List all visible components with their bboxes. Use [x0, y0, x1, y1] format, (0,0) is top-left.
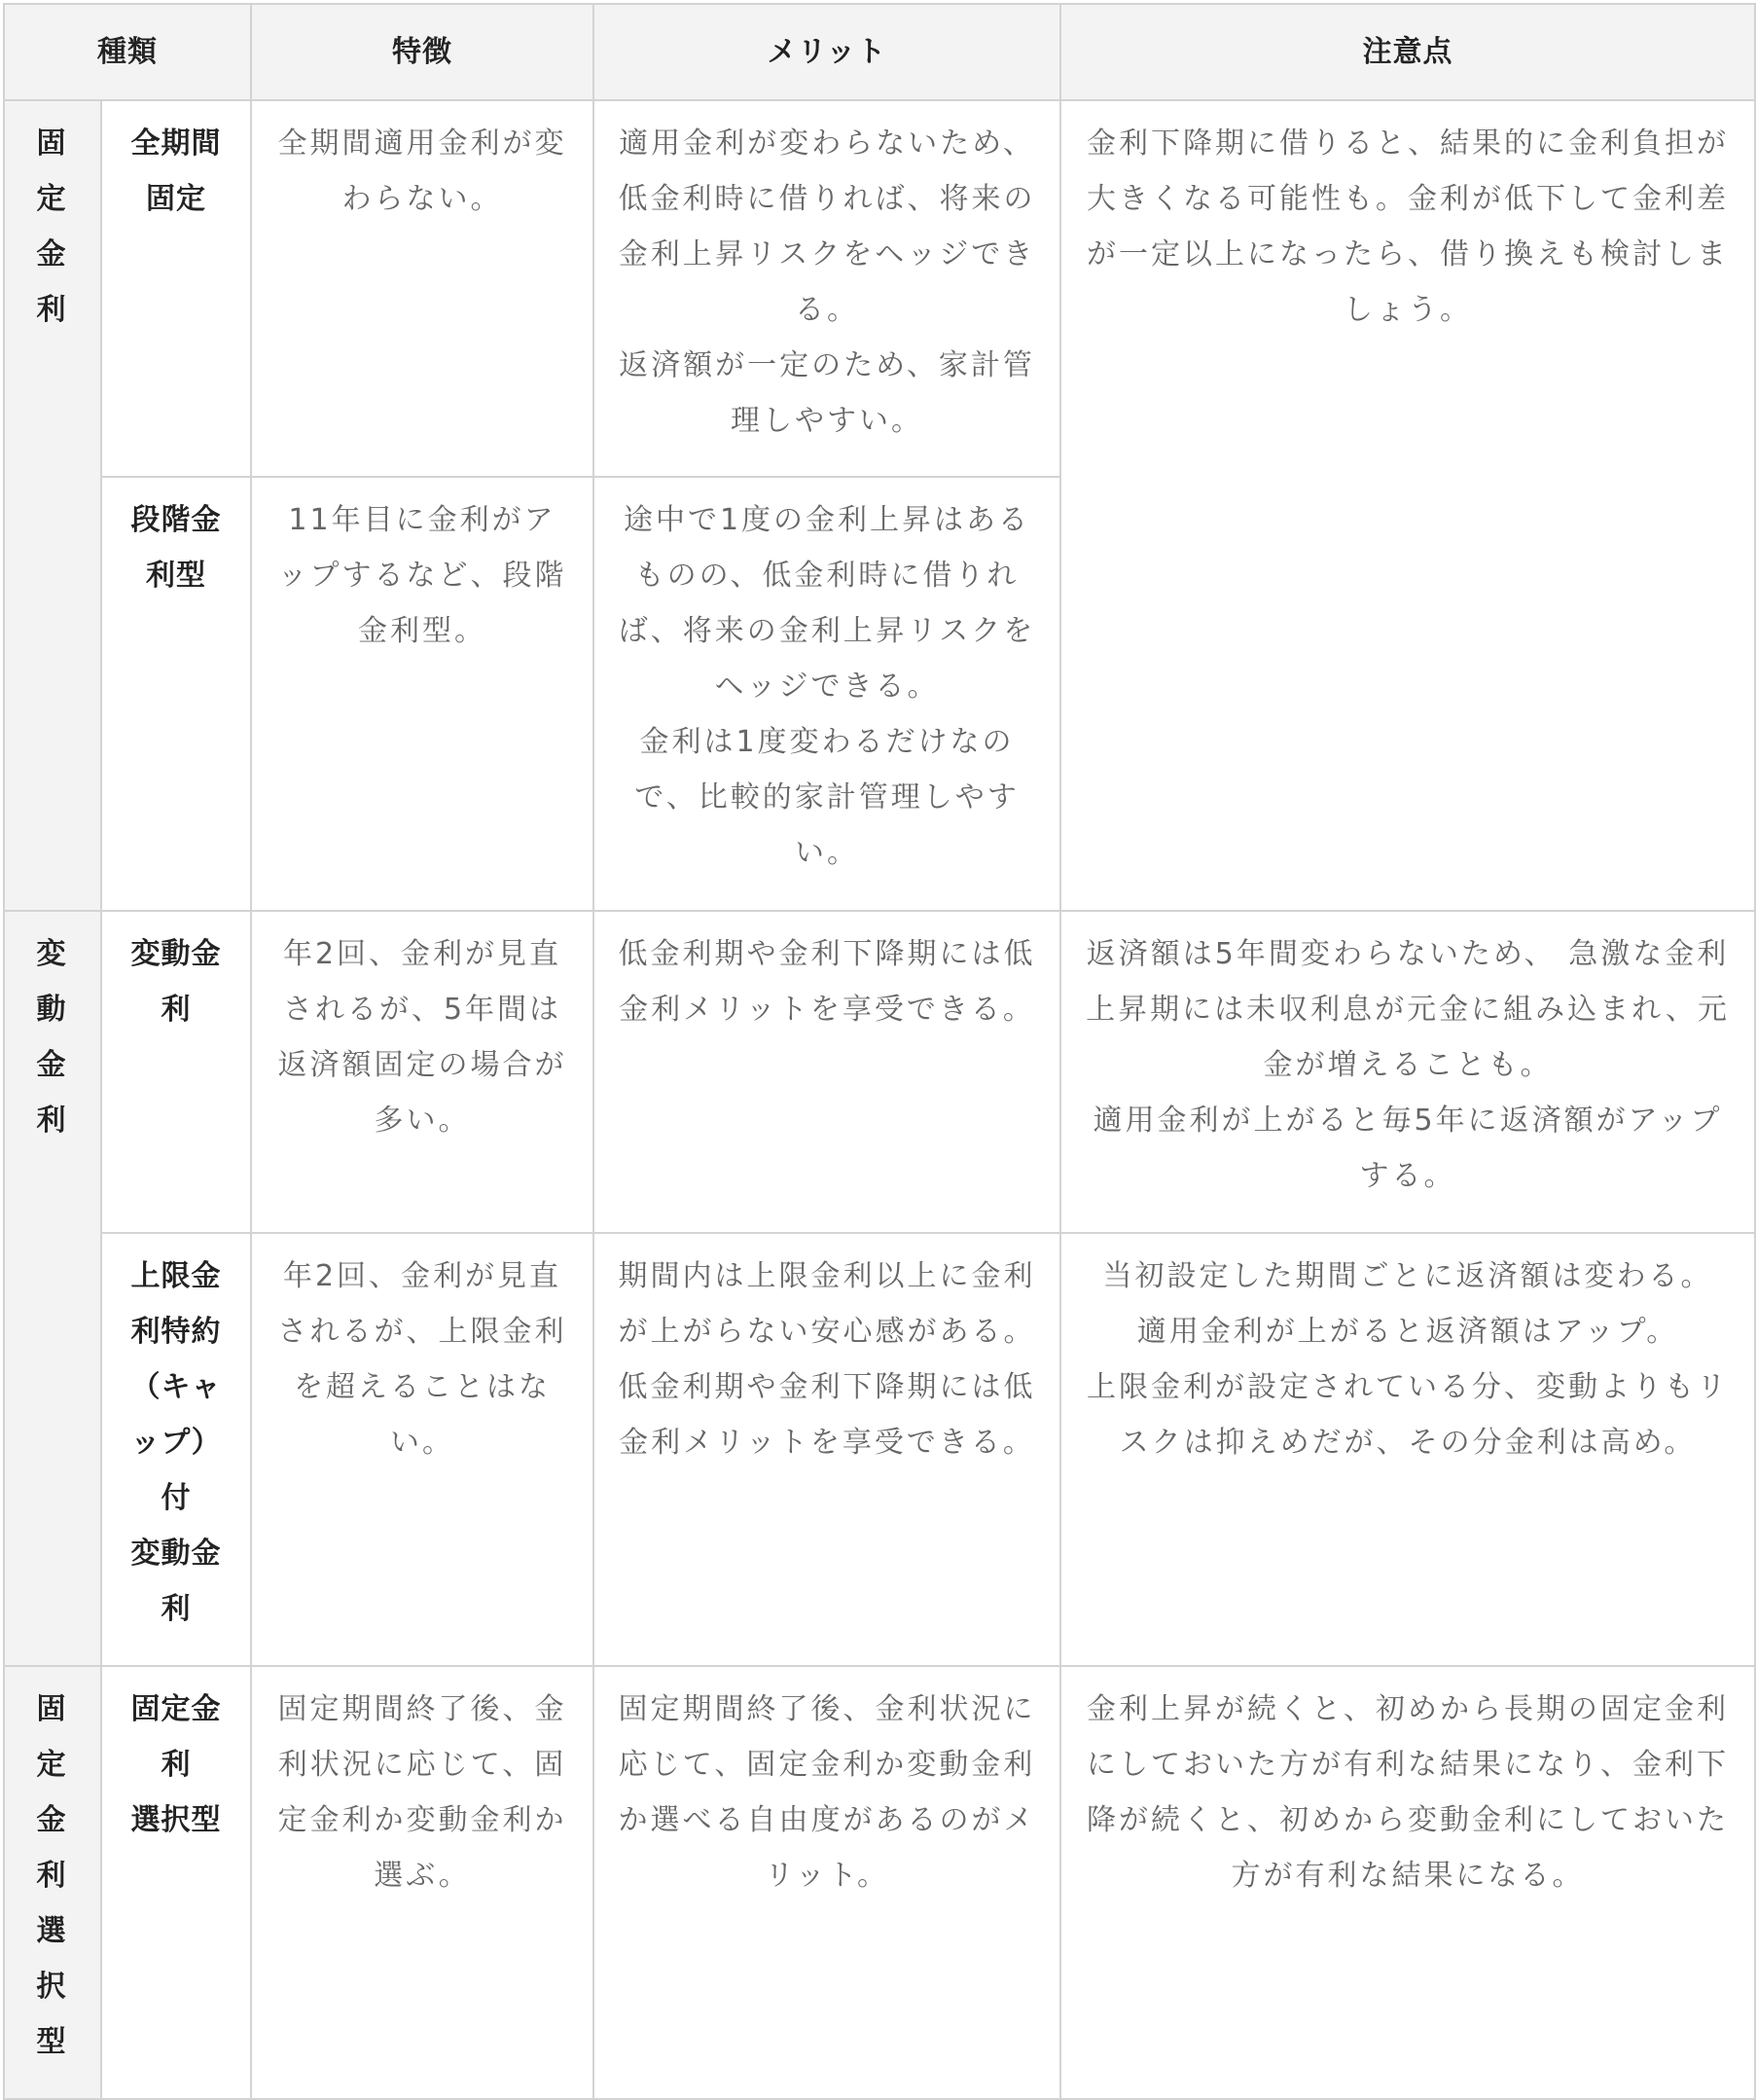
- feature-cell: [251, 477, 593, 911]
- type-line: 変動金: [130, 937, 222, 971]
- type-line: 変動金: [130, 1537, 222, 1571]
- caution-text: 金利下降期に借りると、結果的に金利負担が大きくなる可能性も。金利が低下して金利差が一定以上になったら、借り換えも検討しましょう。: [1087, 127, 1729, 327]
- group-char: 択: [36, 1970, 69, 2004]
- header-type: 種類: [4, 4, 251, 100]
- merit-cell: [593, 1233, 1060, 1666]
- type-cell: [101, 911, 251, 1233]
- header-merit: メリット: [593, 4, 1060, 100]
- feature-text: 11年目に金利がアップするなど、段階金利型。: [277, 503, 567, 648]
- caution-text: 上限金利が設定されている分、変動よりもリスクは抑えめだが、その分金利は高め。: [1087, 1370, 1729, 1460]
- feature-cell: [251, 100, 593, 477]
- merit-cell: [593, 911, 1060, 1233]
- caution-text: 返済額は5年間変わらないため、 急激な金利上昇期には未収利息が元金に組み込まれ、元金が増えることも。: [1086, 937, 1730, 1082]
- type-line: 利: [161, 1748, 192, 1782]
- group-char: 利: [36, 293, 69, 327]
- mortgage-rate-comparison-table: [3, 3, 1756, 2100]
- group-char: 変: [36, 937, 69, 971]
- header-feature: 特徴: [251, 4, 593, 100]
- group-char: 利: [36, 1104, 69, 1138]
- group-char: 利: [36, 1859, 69, 1893]
- merit-text: 途中で1度の金利上昇はあるものの、低金利時に借りれば、将来の金利上昇リスクをヘッジできる。: [618, 503, 1036, 704]
- caution-cell: [1060, 911, 1755, 1233]
- merit-text: 返済額が一定のため、家計管理しやすい。: [619, 348, 1035, 438]
- type-line: 段階金: [130, 503, 222, 537]
- type-line: ップ）: [130, 1426, 222, 1460]
- feature-cell: [251, 1233, 593, 1666]
- merit-text: 金利は1度変わるだけなので、比較的家計管理しやすい。: [634, 725, 1020, 870]
- feature-cell: [251, 911, 593, 1233]
- feature-text: 全期間適用金利が変わらない。: [277, 127, 567, 216]
- group-char: 金: [36, 1048, 69, 1082]
- type-line: 全期間: [130, 127, 222, 161]
- type-line: 選択型: [130, 1803, 222, 1837]
- merit-text: 低金利期や金利下降期には低金利メリットを享受できる。: [618, 937, 1036, 1027]
- type-cell: [101, 1233, 251, 1666]
- group-char: 金: [36, 1803, 69, 1837]
- table-row: [4, 1233, 1755, 1666]
- type-cell: [101, 477, 251, 911]
- type-cell: [101, 100, 251, 477]
- feature-text: 年2回、金利が見直されるが、上限金利を超えることはない。: [277, 1259, 567, 1460]
- caution-text: 適用金利が上がると返済額はアップ。: [1136, 1315, 1679, 1349]
- group-char: 型: [36, 2025, 69, 2059]
- merit-text: 固定期間終了後、金利状況に応じて、固定金利か変動金利か選べる自由度があるのがメリット。: [618, 1692, 1036, 1893]
- caution-cell: [1060, 1233, 1755, 1666]
- table-row: [4, 100, 1755, 477]
- group-char: 動: [36, 993, 69, 1027]
- type-line: 固定: [146, 182, 206, 216]
- merit-cell: [593, 1666, 1060, 2099]
- type-line: （キャ: [130, 1370, 222, 1404]
- feature-text: 固定期間終了後、金利状況に応じて、固定金利か変動金利か選ぶ。: [277, 1692, 567, 1893]
- group-char: 定: [36, 1748, 69, 1782]
- type-line: 上限金: [130, 1259, 222, 1293]
- group-char: 固: [36, 1692, 69, 1726]
- caution-text: 適用金利が上がると毎5年に返済額がアップする。: [1093, 1104, 1723, 1193]
- merit-cell: [593, 477, 1060, 911]
- group-char: 固: [36, 127, 69, 161]
- merit-cell: [593, 100, 1060, 477]
- type-line: 利: [161, 993, 192, 1027]
- table-row: [4, 1666, 1755, 2099]
- group-label-fixed-select: [4, 1666, 101, 2099]
- type-line: 利型: [146, 559, 206, 593]
- merit-text: 低金利期や金利下降期には低金利メリットを享受できる。: [618, 1370, 1036, 1460]
- type-cell: [101, 1666, 251, 2099]
- group-char: 選: [36, 1914, 69, 1948]
- header-caution: 注意点: [1060, 4, 1755, 100]
- merit-text: 適用金利が変わらないため、低金利時に借りれば、将来の金利上昇リスクをヘッジできる。: [618, 127, 1036, 327]
- type-line: 利特約: [130, 1315, 222, 1349]
- group-char: 定: [36, 182, 69, 216]
- caution-text: 当初設定した期間ごとに返済額は変わる。: [1102, 1259, 1713, 1293]
- caution-cell: [1060, 100, 1755, 911]
- table-header-row: [4, 4, 1755, 100]
- caution-text: 金利上昇が続くと、初めから長期の固定金利にしておいた方が有利な結果になり、金利下降が続くと、初めから変動金利にしておいた方が有利な結果になる。: [1087, 1692, 1729, 1893]
- type-line: 固定金: [130, 1692, 222, 1726]
- feature-text: 年2回、金利が見直されるが、5年間は返済額固定の場合が多い。: [277, 937, 567, 1138]
- type-line: 付: [161, 1481, 192, 1515]
- group-char: 金: [36, 237, 69, 272]
- group-label-fixed: [4, 100, 101, 911]
- caution-cell: [1060, 1666, 1755, 2099]
- table-row: [4, 911, 1755, 1233]
- merit-text: 期間内は上限金利以上に金利が上がらない安心感がある。: [618, 1259, 1036, 1349]
- feature-cell: [251, 1666, 593, 2099]
- type-line: 利: [161, 1592, 192, 1626]
- group-label-variable: [4, 911, 101, 1666]
